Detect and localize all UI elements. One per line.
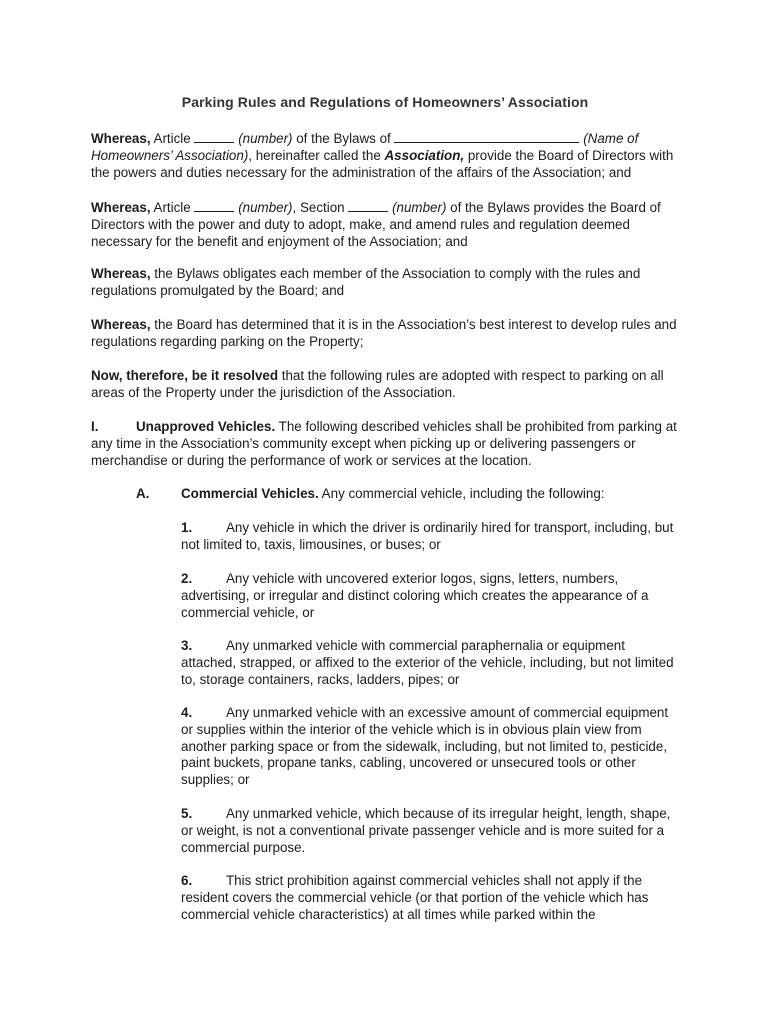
list-item xyxy=(181,705,681,789)
section-1-paragraph xyxy=(91,419,681,469)
blank-field[interactable] xyxy=(348,199,388,212)
whereas-lead: Whereas, xyxy=(91,317,151,332)
item-number: 2. xyxy=(181,571,193,586)
item-text: Any vehicle in which the driver is ordinarily hired for transport, including, but not limited to, taxis, limousines, or buses; or xyxy=(181,520,674,552)
blank-field[interactable] xyxy=(394,130,579,143)
item-text: This strict prohibition against commercial vehicles shall not apply if the resident covers the commercial vehicle (or that portion of the vehicle which has commercial vehicle characteristics) at all times while parked within the xyxy=(181,873,649,922)
list-item xyxy=(181,806,681,856)
whereas-paragraph-3 xyxy=(91,266,681,300)
text-run: the Bylaws obligates each member of the Association to comply with the rules and regulations promulgated by the Board; and xyxy=(91,266,641,298)
text-run: The following described vehicles shall be prohibited from parking at any time in the Association’s community except when picking up or delivering passengers or merchandise or during the performance of work or services at the location. xyxy=(91,419,677,468)
item-number: 3. xyxy=(181,638,193,653)
subsection-a-heading xyxy=(181,486,681,503)
placeholder-number: (number) xyxy=(392,200,447,215)
item-number: 6. xyxy=(181,873,193,888)
blank-field[interactable] xyxy=(194,199,234,212)
list-item xyxy=(181,520,681,554)
whereas-lead: Whereas, xyxy=(91,200,151,215)
list-item xyxy=(181,638,681,688)
resolved-lead: Now, therefore, be it resolved xyxy=(91,368,279,383)
list-item xyxy=(181,571,681,621)
item-text: Any unmarked vehicle, which because of its irregular height, length, shape, or weight, is not a conventional private passenger vehicle and is more suited for a commercial purpose. xyxy=(181,806,671,855)
item-number: 4. xyxy=(181,705,193,720)
list-item xyxy=(181,873,681,923)
text-run: of the Bylaws of xyxy=(292,131,395,146)
section-number: I. xyxy=(91,419,99,434)
whereas-paragraph-1 xyxy=(91,130,681,181)
placeholder-association-name: (Name of Homeowners’ Association) xyxy=(91,131,639,163)
text-run: of the Bylaws provides the Board of Directors with the power and duty to adopt, make, and amend rules and regulation deemed necessary for the benefit and enjoyment of the Association; and xyxy=(91,200,661,249)
subsection-letter: A. xyxy=(136,486,150,501)
item-text: Any vehicle with uncovered exterior logos, signs, letters, numbers, advertising, or irregular and distinct coloring which creates the appearance of a commercial vehicle, or xyxy=(181,571,649,620)
document-title: Parking Rules and Regulations of Homeowners’ Association xyxy=(181,94,589,110)
placeholder-number: (number) xyxy=(238,131,293,146)
whereas-paragraph-4 xyxy=(91,317,681,351)
association-term: Association, xyxy=(384,147,465,163)
section-heading: Unapproved Vehicles. xyxy=(136,419,276,434)
text-run: the Board has determined that it is in the Association’s best interest to develop rules and regulations regarding parking on the Property; xyxy=(91,317,677,349)
item-number: 1. xyxy=(181,520,193,535)
text-run: that the following rules are adopted with respect to parking on all areas of the Property under the jurisdiction of the Association. xyxy=(91,368,664,400)
whereas-paragraph-2 xyxy=(91,199,681,250)
resolved-paragraph xyxy=(91,368,681,402)
text-run: Article xyxy=(150,200,195,215)
whereas-lead: Whereas, xyxy=(91,131,151,146)
text-run: Any commercial vehicle, including the following: xyxy=(318,486,605,501)
whereas-lead: Whereas, xyxy=(91,266,151,281)
item-text: Any unmarked vehicle with an excessive amount of commercial equipment or supplies within the interior of the vehicle which is in obvious plain view from another parking space or from the sidewalk, including, but not limited to, pesticide, paint buckets, propane tanks, cabling, uncovered or unsecured tools or other supplies; or xyxy=(181,705,669,788)
placeholder-number: (number) xyxy=(238,200,293,215)
item-text: Any unmarked vehicle with commercial paraphernalia or equipment attached, strapped, or affixed to the exterior of the vehicle, including, but not limited to, storage containers, racks, ladders, pipes; or xyxy=(181,638,674,687)
text-run: provide the Board of Directors with the powers and duties necessary for the administration of the affairs of the Association; and xyxy=(91,147,674,180)
text-run: Article xyxy=(150,131,195,146)
text-run: , hereinafter called the xyxy=(248,147,385,163)
subsection-heading: Commercial Vehicles. xyxy=(181,486,319,501)
blank-field[interactable] xyxy=(194,130,234,143)
text-run: , Section xyxy=(292,200,349,215)
item-number: 5. xyxy=(181,806,193,821)
